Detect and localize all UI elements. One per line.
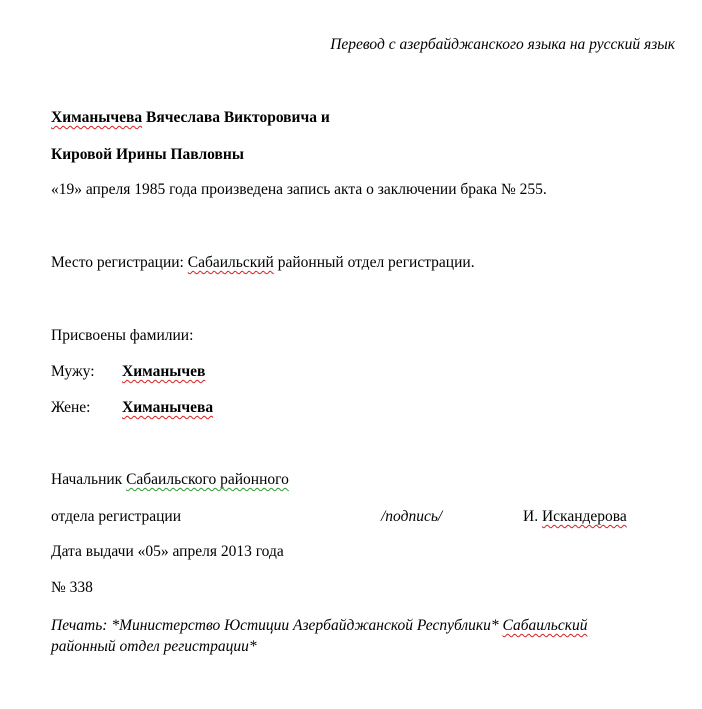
stamp-label: Печать: <box>51 617 108 634</box>
signature-placeholder: /подпись/ <box>381 508 443 525</box>
stamp-line <box>51 616 587 636</box>
signatory-title-line <box>51 470 289 490</box>
issue-number: № 338 <box>51 579 93 596</box>
signatory-office: Сабаильского районного <box>126 471 289 488</box>
wife-label: Жене: <box>51 399 91 416</box>
translation-note: Перевод с азербайджанского языка на русский язык <box>330 36 675 53</box>
stamp-office-name: Сабаильский <box>502 617 588 634</box>
stamp-text: *Министерство Юстиции Азербайджанской Республики* <box>107 617 503 634</box>
husband-label: Мужу: <box>51 363 95 380</box>
husband-assigned-surname: Химанычев <box>122 363 206 380</box>
signatory-initial: И. <box>523 508 542 525</box>
husband-name-rest: Вячеслава Викторовича и <box>142 109 330 126</box>
wife-surname-row <box>51 398 90 418</box>
registration-place-rest: районный отдел регистрации. <box>273 254 475 271</box>
registration-office-name: Сабаильский <box>187 254 274 271</box>
wife-assigned-surname: Химанычева <box>122 399 214 416</box>
husband-surname-row <box>51 362 95 382</box>
signatory-title-prefix: Начальник <box>51 471 127 488</box>
stamp-line2: районный отдел регистрации* <box>51 638 257 655</box>
wife-name-line: Кировой Ирины Павловны <box>51 146 244 163</box>
marriage-record-line: «19» апреля 1985 года произведена запись акта о заключении брака № 255. <box>51 181 547 198</box>
issue-date-line: Дата выдачи «05» апреля 2013 года <box>51 543 284 560</box>
signatory-name <box>523 507 627 527</box>
registration-place-label: Место регистрации: <box>51 254 188 271</box>
registration-place-line <box>51 253 475 273</box>
husband-name-line <box>51 108 330 128</box>
husband-surname: Химанычева <box>51 109 143 126</box>
surnames-heading: Присвоены фамилии: <box>51 327 194 344</box>
signatory-title-line2: отдела регистрации <box>51 508 182 525</box>
signatory-surname: Искандерова <box>541 508 627 525</box>
